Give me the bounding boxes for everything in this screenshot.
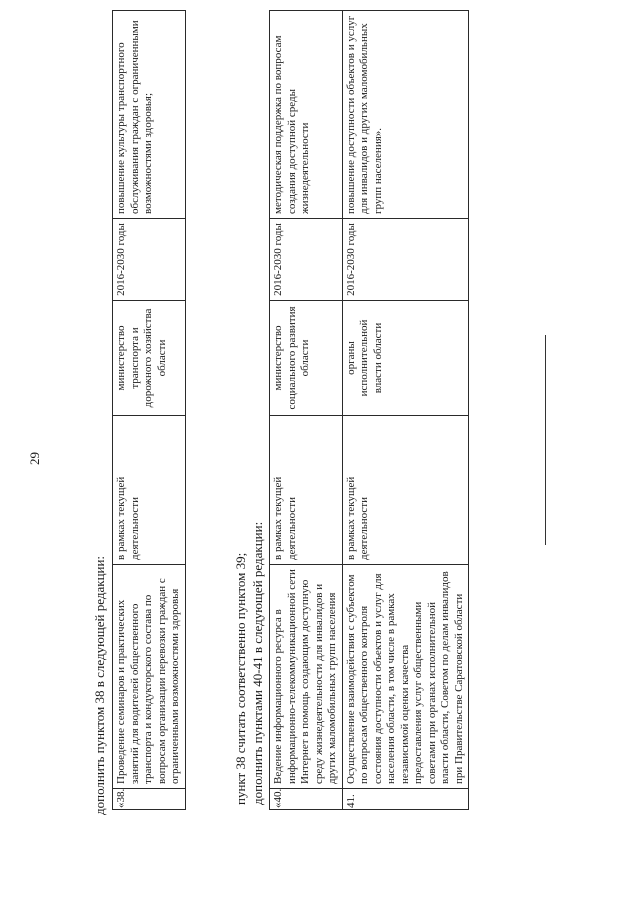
table-row	[342, 11, 469, 810]
cell-number: 41.	[342, 789, 469, 810]
cell-result: повышение культуры транспортного обслуживания граждан с ограниченными возможностями здоровья;	[113, 11, 186, 219]
cell-executor: министерство социального развития области	[270, 301, 343, 416]
table-row	[113, 11, 186, 810]
bottom-divider	[545, 335, 546, 545]
page-number: 29	[27, 452, 42, 465]
cell-number: «38.	[113, 789, 186, 810]
cell-event: Проведение семинаров и практических занятий для водителей общественного транспорта и кондукторского состава по вопросам организации перевозки граждан с ограниченными возможностями здоровья	[113, 565, 186, 789]
cell-event: Ведение информационного ресурса в информационно-телекоммуникационной сети Интернет в помощь создающим доступную среду жизнедеятельности для инвалидов и других маломобильных групп населения	[270, 565, 343, 789]
cell-event: Осуществление взаимодействия с субъектом по вопросам общественного контроля состояния доступности объектов и услуг для населения области, в том числе в рамках независимой оценки качества предоставления услуг общественными советами при органах исполнительной власти области, Советом по делам инвалидов при Правительстве Саратовской области	[342, 565, 469, 789]
cell-period: 2016-2030 годы	[270, 219, 343, 301]
cell-financing: в рамках текущей деятельности	[342, 416, 469, 565]
cell-financing: в рамках текущей деятельности	[270, 416, 343, 565]
cell-result: повышение доступности объектов и услуг для инвалидов и других маломобильных групп населения».	[342, 11, 469, 219]
cell-financing: в рамках текущей деятельности	[113, 416, 186, 565]
cell-number: «40.	[270, 789, 343, 810]
cell-period: 2016-2030 годы	[113, 219, 186, 301]
intro-text-3: дополнить пунктами 40-41 в следующей редакции:	[250, 521, 265, 805]
rotated-page	[0, 5, 635, 905]
intro-text-1: дополнить пунктом 38 в следующей редакции:	[92, 555, 107, 815]
cell-result: методическая поддержка по вопросам создания доступной среды жизнедеятельности	[270, 11, 343, 219]
table-item-38	[112, 10, 186, 810]
cell-period: 2016-2030 годы	[342, 219, 469, 301]
table-row	[270, 11, 343, 810]
cell-executor: министерство транспорта и дорожного хозяйства области	[113, 301, 186, 416]
table-items-40-41	[269, 10, 469, 810]
cell-executor: органы исполнительной власти области	[342, 301, 469, 416]
intro-text-2: пункт 38 считать соответственно пунктом 39;	[233, 552, 248, 805]
